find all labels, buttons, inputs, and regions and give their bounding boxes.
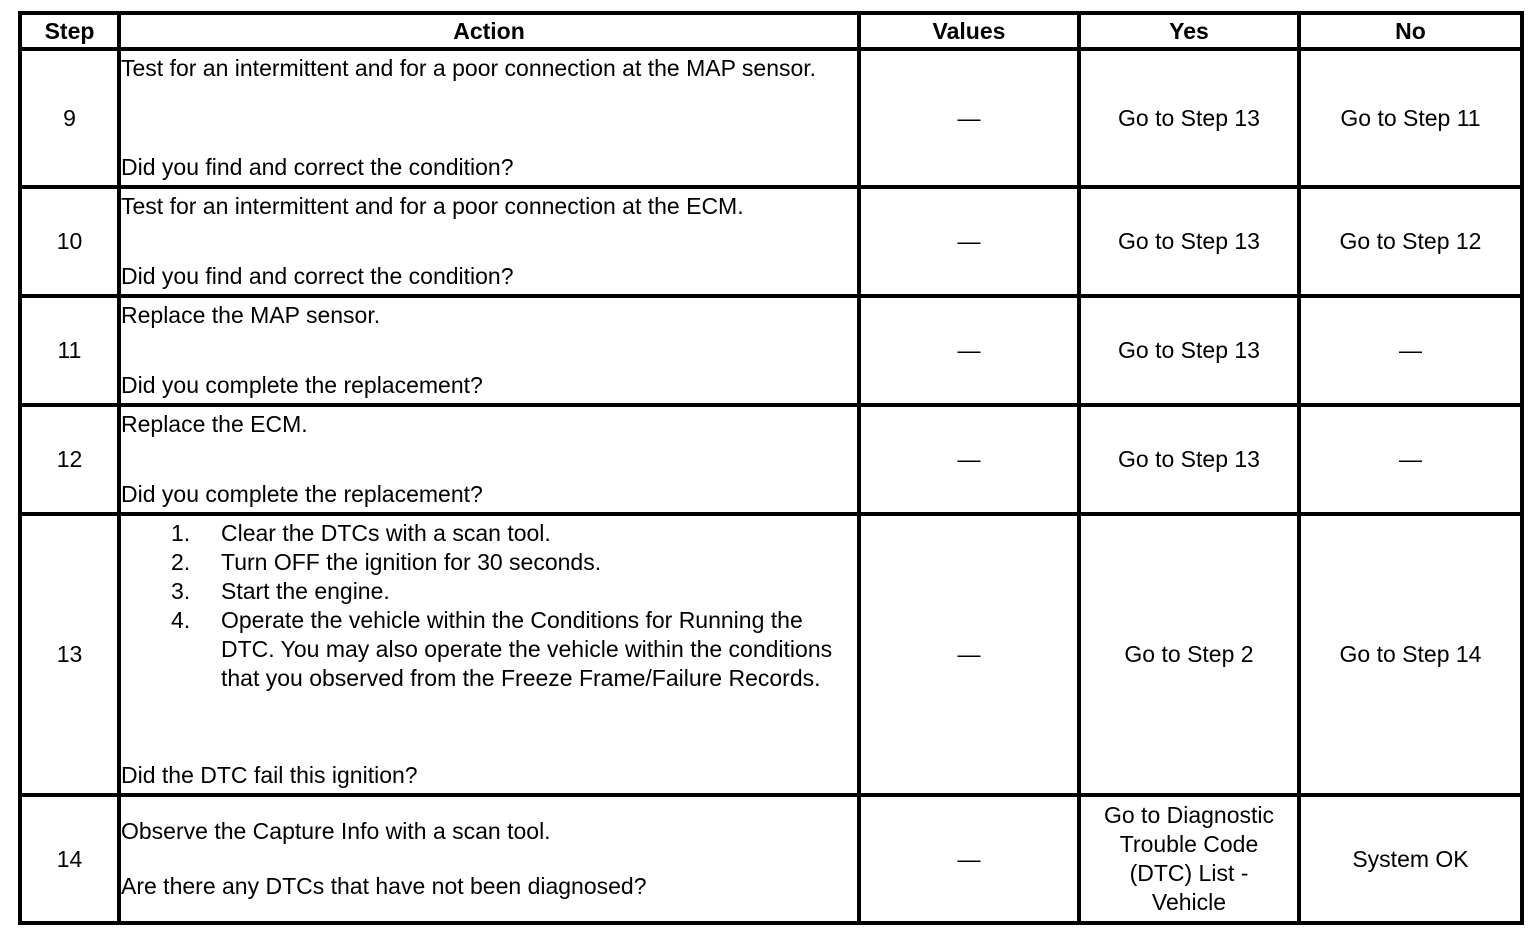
no-cell: — (1299, 296, 1522, 405)
values-cell: — (859, 296, 1079, 405)
action-question: Did you find and correct the condition? (121, 263, 514, 289)
table-row (20, 187, 1522, 296)
values-cell: — (859, 405, 1079, 514)
substep-number: 4. (171, 607, 191, 633)
action-cell (119, 296, 859, 405)
no-cell: Go to Step 12 (1299, 187, 1522, 296)
action-cell (119, 405, 859, 514)
table-row (20, 296, 1522, 405)
step-number: 10 (20, 187, 119, 296)
yes-cell: Go to Step 2 (1079, 514, 1299, 795)
yes-cell: Go to Step 13 (1079, 49, 1299, 187)
step-number: 13 (20, 514, 119, 795)
action-question: Did you complete the replacement? (121, 481, 483, 507)
table-row (20, 405, 1522, 514)
substep-text: Turn OFF the ignition for 30 seconds. (221, 549, 602, 575)
no-cell: Go to Step 14 (1299, 514, 1522, 795)
list-item (121, 548, 857, 577)
table-row (20, 514, 1522, 795)
values-cell: — (859, 187, 1079, 296)
list-item (121, 606, 857, 693)
header-step: Step (20, 13, 119, 49)
action-cell (119, 187, 859, 296)
step-number: 11 (20, 296, 119, 405)
action-text: Test for an intermittent and for a poor connection at the MAP sensor. (121, 55, 817, 81)
substep-text: Clear the DTCs with a scan tool. (221, 520, 551, 546)
values-cell: — (859, 514, 1079, 795)
substeps-list (121, 519, 857, 693)
action-text: Observe the Capture Info with a scan tool. (121, 818, 551, 844)
substep-number: 2. (171, 549, 191, 575)
table-row (20, 795, 1522, 923)
action-question: Did the DTC fail this ignition? (121, 762, 418, 788)
header-action: Action (119, 13, 859, 49)
list-item (121, 577, 857, 606)
action-text: Replace the ECM. (121, 411, 308, 437)
values-cell: — (859, 49, 1079, 187)
header-row (20, 13, 1522, 49)
substep-number: 3. (171, 578, 191, 604)
values-cell: — (859, 795, 1079, 923)
header-values: Values (859, 13, 1079, 49)
diagnostic-table (18, 11, 1524, 925)
yes-cell: Go to Step 13 (1079, 296, 1299, 405)
no-cell: — (1299, 405, 1522, 514)
step-number: 9 (20, 49, 119, 187)
yes-cell: Go to Diagnostic Trouble Code (DTC) List - Vehicle (1079, 795, 1299, 923)
header-yes: Yes (1079, 13, 1299, 49)
substep-text: Operate the vehicle within the Conditions for Running the DTC. You may also operate the vehicle within the conditions that you observed from the Freeze Frame/Failure Records. (221, 607, 833, 691)
action-cell (119, 49, 859, 187)
action-text: Test for an intermittent and for a poor connection at the ECM. (121, 193, 744, 219)
table-row (20, 49, 1522, 187)
no-cell: System OK (1299, 795, 1522, 923)
action-question: Did you find and correct the condition? (121, 154, 514, 180)
action-cell (119, 514, 859, 795)
substep-number: 1. (171, 520, 191, 546)
yes-cell: Go to Step 13 (1079, 405, 1299, 514)
header-no: No (1299, 13, 1522, 49)
action-question: Did you complete the replacement? (121, 372, 483, 398)
list-item (121, 519, 857, 548)
action-cell (119, 795, 859, 923)
action-text: Replace the MAP sensor. (121, 302, 381, 328)
no-cell: Go to Step 11 (1299, 49, 1522, 187)
step-number: 14 (20, 795, 119, 923)
substep-text: Start the engine. (221, 578, 390, 604)
yes-cell: Go to Step 13 (1079, 187, 1299, 296)
step-number: 12 (20, 405, 119, 514)
action-question: Are there any DTCs that have not been diagnosed? (121, 873, 647, 899)
